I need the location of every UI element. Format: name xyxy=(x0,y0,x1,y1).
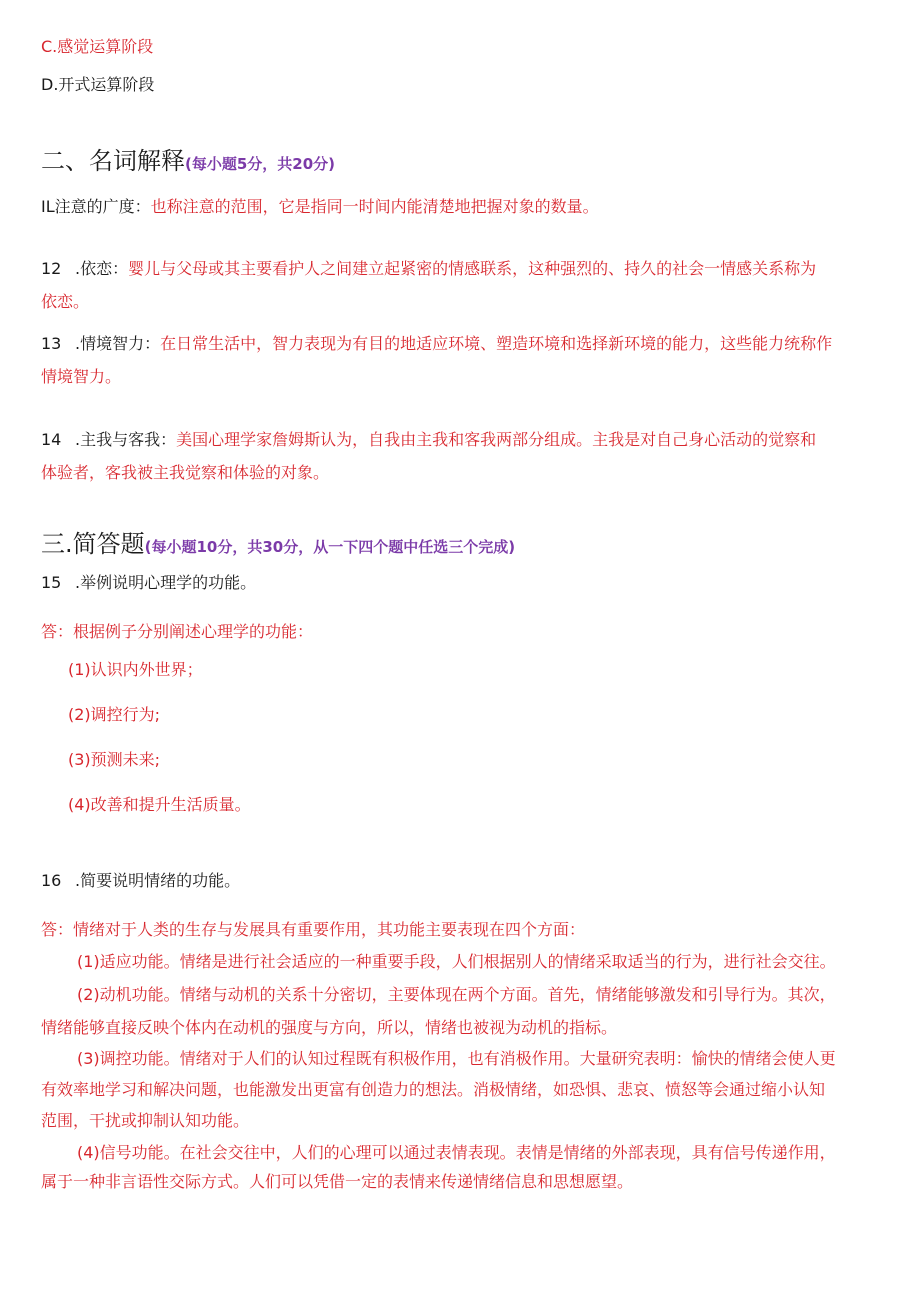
answer-point: (1)认识内外世界； xyxy=(68,660,203,679)
answer-paragraph-line: (4)信号功能。在社会交往中，人们的心理可以通过表情表现。表情是情绪的外部表现，具有信号传递作用， xyxy=(77,1143,836,1162)
answer-paragraph-line: (2)动机功能。情绪与动机的关系十分密切，主要体现在两个方面。首先，情绪能够激发和引导行为。其次， xyxy=(77,985,836,1004)
term-item xyxy=(41,430,816,450)
term-item xyxy=(41,197,599,217)
term-number: 13 xyxy=(41,334,62,353)
term-item xyxy=(41,259,816,279)
term-definition: 婴儿与父母或其主要看护人之间建立起紧密的情感联系，这种强烈的、持久的社会一情感关系称为 xyxy=(128,259,817,278)
term-definition: 在日常生活中，智力表现为有目的地适应环境、塑造环境和选择新环境的能力，这些能力统称作 xyxy=(160,334,833,353)
answer-paragraph-line: 情绪能够直接反映个体内在动机的强度与方向，所以，情绪也被视为动机的指标。 xyxy=(41,1018,618,1037)
term-definition: 美国心理学家詹姆斯认为，自我由主我和客我两部分组成。主我是对自己身心活动的觉察和 xyxy=(176,430,817,449)
answer-16: 答：情绪对于人类的生存与发展具有重要作用，其功能主要表现在四个方面： xyxy=(41,920,586,939)
answer-paragraph-line: 属于一种非言语性交际方式。人们可以凭借一定的表情来传递情绪信息和思想愿望。 xyxy=(41,1172,634,1191)
option-d: D.开式运算阶段 xyxy=(41,75,155,94)
answer-point: (2)调控行为; xyxy=(68,705,161,724)
term-label: .主我与客我： xyxy=(75,430,177,449)
answer-paragraph-line: (1)适应功能。情绪是进行社会适应的一种重要手段，人们根据别人的情绪采取适当的行为，进行社会交往。 xyxy=(77,952,836,971)
answer-point: (4)改善和提升生活质量。 xyxy=(68,795,251,814)
option-c: C.感觉运算阶段 xyxy=(41,37,154,56)
section2-heading xyxy=(41,146,335,179)
section2-note: (每小题5分，共20分) xyxy=(185,155,336,173)
answer-paragraph-line: 有效率地学习和解决问题，也能激发出更富有创造力的想法。消极情绪，如恐惧、悲哀、愤怒等会通过缩小认知 xyxy=(41,1080,826,1099)
term-definition: 也称注意的范围，它是指同一时间内能清楚地把握对象的数量。 xyxy=(150,197,599,216)
section3-heading xyxy=(41,529,515,562)
question-16 xyxy=(41,871,240,891)
section3-note: (每小题10分，共30分，从一下四个题中任选三个完成) xyxy=(144,538,516,556)
term-label: .情境智力： xyxy=(75,334,161,353)
term-item xyxy=(41,334,832,354)
question-text: .举例说明心理学的功能。 xyxy=(75,573,257,592)
section2-title: 二、名词解释 xyxy=(41,147,185,175)
answer-paragraph-line: 范围，干扰或抑制认知功能。 xyxy=(41,1111,250,1130)
term-label: .依恋： xyxy=(75,259,129,278)
term-definition-cont: 依恋。 xyxy=(41,292,90,311)
term-number: 12 xyxy=(41,259,62,278)
term-number: 14 xyxy=(41,430,62,449)
term-definition-cont: 情境智力。 xyxy=(41,367,122,386)
question-text: .简要说明情绪的功能。 xyxy=(75,871,241,890)
term-number: IL xyxy=(41,197,55,216)
question-15 xyxy=(41,573,256,593)
term-definition-cont: 体验者，客我被主我觉察和体验的对象。 xyxy=(41,463,330,482)
term-label: 注意的广度： xyxy=(54,197,151,216)
answer-15: 答：根据例子分别阐述心理学的功能： xyxy=(41,622,314,641)
answer-point: (3)预测未来; xyxy=(68,750,161,769)
question-number: 15 xyxy=(41,573,62,592)
question-number: 16 xyxy=(41,871,62,890)
section3-title: 三.简答题 xyxy=(41,530,145,558)
answer-paragraph-line: (3)调控功能。情绪对于人们的认知过程既有积极作用，也有消极作用。大量研究表明：愉快的情绪会使人更 xyxy=(77,1049,836,1068)
